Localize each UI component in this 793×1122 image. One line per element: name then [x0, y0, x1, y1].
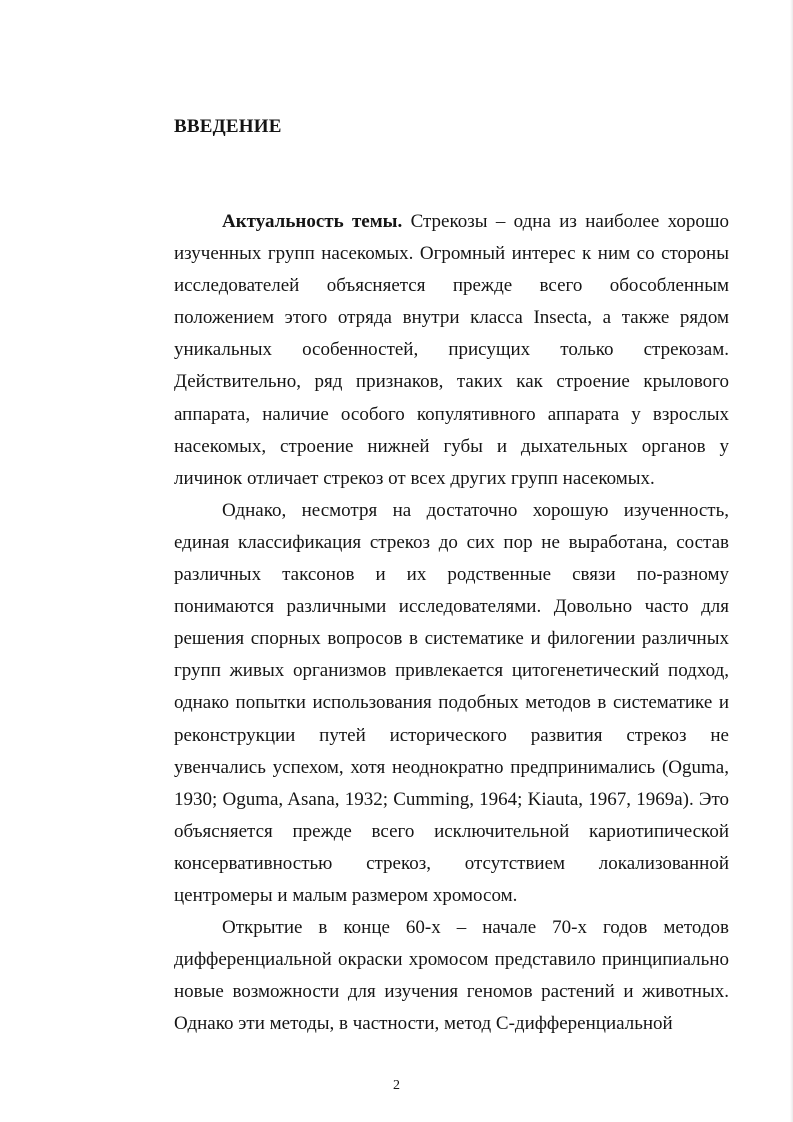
paragraph-classification — [174, 495, 729, 912]
paragraph-text: Стрекозы – одна из наиболее хорошо изученных групп насекомых. Огромный интерес к ним со стороны исследователей объясняется прежде всего обособленным положением этого отряда внутри класса Insecta, а также рядом уникальных особенностей, присущих только стрекозам. Действительно, ряд признаков, таких как строение крылового аппарата, наличие особого копулятивного аппарата у взрослых насекомых, строение нижней губы и дыхательных органов у личинок отличает стрекоз от всех других групп насекомых. — [174, 211, 729, 489]
page-number: 2 — [393, 1078, 400, 1093]
section-heading: ВВЕДЕНИЕ — [174, 116, 282, 137]
body-text — [174, 206, 729, 1040]
paragraph-staining-methods — [174, 912, 729, 1040]
paragraph-lead-term: Актуальность темы. — [222, 211, 403, 232]
paragraph-relevance — [174, 206, 729, 495]
paragraph-text: Открытие в конце 60-х – начале 70-х годов методов дифференциальной окраски хромосом представило принципиально новые возможности для изучения геномов растений и животных. Однако эти методы, в частности, метод C-дифференциальной — [174, 917, 729, 1035]
paragraph-text: Однако, несмотря на достаточно хорошую изученность, единая классификация стрекоз до сих пор не выработана, состав различных таксонов и их родственные связи по-разному понимаются различными исследователями. Довольно часто для решения спорных вопросов в систематике и филогении различных групп живых организмов привлекается цитогенетический подход, однако попытки использования подобных методов в систематике и реконструкции путей исторического развития стрекоз не увенчались успехом, хотя неоднократно предпринимались (Oguma, 1930; Oguma, Asana, 1932; Cumming, 1964; Kiauta, 1967, 1969a). Это объясняется прежде всего исключительной кариотипической консервативностью стрекоз, отсутствием локализованной центромеры и малым размером хромосом. — [174, 499, 729, 906]
